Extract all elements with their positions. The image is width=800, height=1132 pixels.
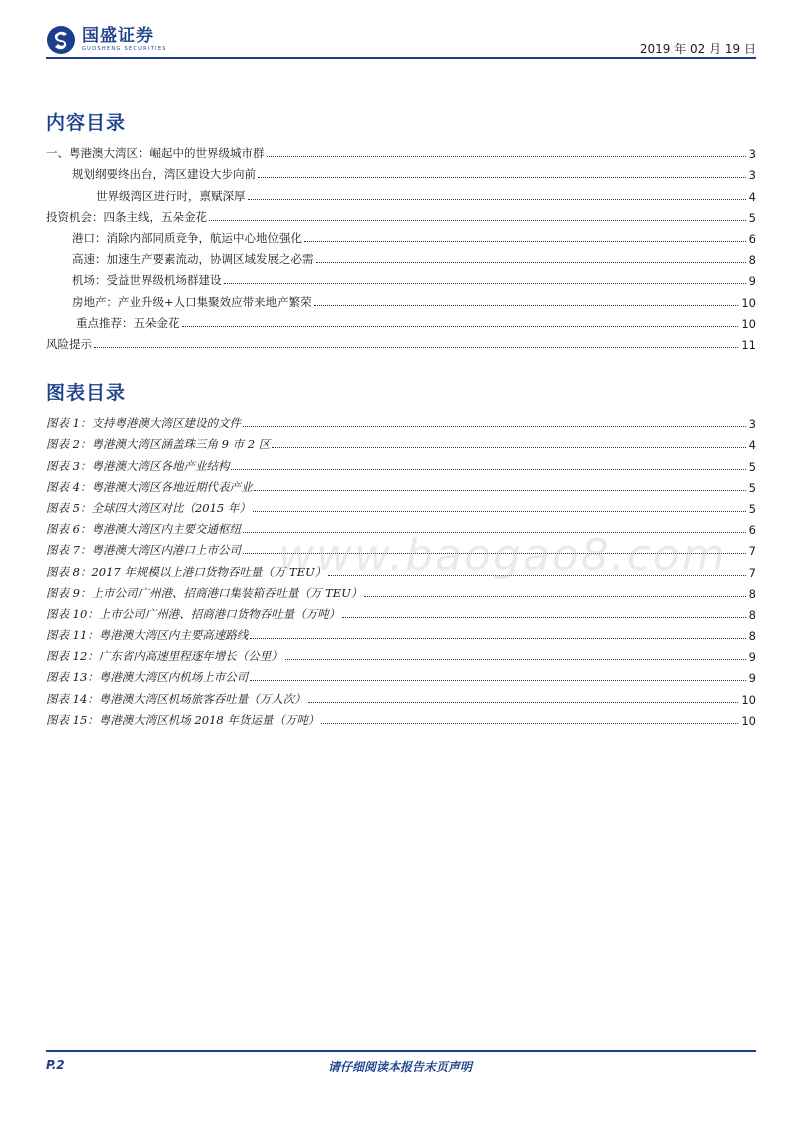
figure-entry[interactable] (46, 410, 756, 431)
figure-entry-page: 9 (748, 650, 756, 665)
toc-entry-page: 9 (748, 274, 756, 289)
figure-entry-page: 10 (741, 692, 756, 707)
contents-title: 内容目录 (46, 112, 127, 134)
toc-entry-text: 高速：加速生产要素流动，协调区域发展之必需 (72, 252, 314, 267)
figure-entry[interactable] (46, 622, 756, 643)
toc-leader (304, 240, 746, 242)
figure-entry[interactable] (46, 580, 756, 601)
figure-entry-text: 图表 11：粤港澳大湾区内主要高速路线 (46, 628, 249, 643)
toc-entry-page: 11 (741, 337, 756, 352)
figure-entry-text: 图表 15：粤港澳大湾区机场 2018 年货运量（万吨） (46, 712, 320, 727)
figure-entry-text: 图表 6：粤港澳大湾区内主要交通枢纽 (46, 522, 241, 537)
figure-entry-page: 6 (748, 523, 756, 538)
company-logo (46, 24, 167, 56)
footer-disclaimer: 请仔细阅读本报告末页声明 (327, 1060, 472, 1074)
figure-entry-page: 8 (748, 586, 756, 601)
figure-entry-text: 图表 7：粤港澳大湾区内港口上市公司 (46, 543, 241, 558)
figure-entry[interactable] (46, 474, 756, 495)
toc-entry-page: 3 (748, 168, 756, 183)
page-header (46, 24, 756, 60)
logo-mark-icon (46, 25, 76, 55)
figure-entry-page: 8 (748, 629, 756, 644)
figures-title: 图表目录 (46, 382, 127, 404)
figure-entry-text: 图表 10：上市公司广州港、招商港口货物吞吐量（万吨） (46, 606, 341, 621)
toc-entry[interactable] (46, 140, 756, 161)
figure-entry[interactable] (46, 601, 756, 622)
toc-leader (250, 679, 745, 681)
toc-leader (224, 282, 746, 284)
figure-entry[interactable] (46, 495, 756, 516)
toc-entry[interactable] (46, 182, 756, 203)
figure-entry-text: 图表 8：2017 年规模以上港口货物吞吐量（万 TEU） (46, 564, 327, 579)
figure-entry-page: 7 (748, 544, 756, 559)
toc-leader (308, 701, 739, 703)
figure-entry-text: 图表 3：粤港澳大湾区各地产业结构 (46, 458, 230, 473)
header-divider (46, 57, 756, 59)
toc-entry-page: 3 (748, 147, 756, 162)
footer-divider (46, 1050, 756, 1052)
toc-entry-page: 8 (748, 253, 756, 268)
toc-entry-page: 6 (748, 231, 756, 246)
figure-entry-page: 4 (748, 438, 756, 453)
toc-leader (209, 219, 746, 221)
toc-leader (182, 325, 739, 327)
figure-entry-page: 9 (748, 671, 756, 686)
toc-entry-text: 机场：受益世界级机场群建设 (72, 273, 222, 288)
figure-entry[interactable] (46, 664, 756, 685)
toc-leader (94, 346, 738, 348)
figure-entry[interactable] (46, 431, 756, 452)
toc-entry-page: 10 (741, 316, 756, 331)
toc-leader (253, 510, 746, 512)
toc-entry-text: 世界级湾区进行时，禀赋深厚 (96, 188, 246, 203)
report-date: 2019 年 02 月 19 日 (639, 42, 756, 56)
toc-entry[interactable] (46, 246, 756, 267)
figure-entry-text: 图表 9：上市公司广州港、招商港口集装箱吞吐量（万 TEU） (46, 585, 363, 600)
toc-leader (342, 616, 745, 618)
figure-entry-text: 图表 14：粤港澳大湾区机场旅客吞吐量（万人次） (46, 691, 306, 706)
toc-entry[interactable] (46, 161, 756, 182)
toc-entry-page: 5 (748, 210, 756, 225)
toc-leader (316, 261, 746, 263)
toc-entry-page: 4 (748, 189, 756, 204)
figure-entry-text: 图表 13：粤港澳大湾区内机场上市公司 (46, 670, 249, 685)
toc-leader (285, 658, 746, 660)
logo-cn-text: 国盛证券 (82, 26, 154, 46)
figure-entry-text: 图表 12：广东省内高速里程逐年增长（公里） (46, 649, 283, 664)
toc-entry[interactable] (46, 331, 756, 352)
toc-entry-text: 风险提示 (46, 336, 92, 351)
figure-entry-page: 5 (748, 501, 756, 516)
toc-entry[interactable] (46, 225, 756, 246)
toc-entry-text: 规划纲要终出台，湾区建设大步向前 (72, 167, 256, 182)
watermark: www.baogao8.com (278, 530, 727, 581)
toc-leader (314, 304, 739, 306)
toc-entry-text: 一、粤港澳大湾区：崛起中的世界级城市群 (46, 146, 265, 161)
toc-leader (272, 446, 745, 448)
toc-entry-text: 房地产：产业升级+人口集聚效应带来地产繁荣 (72, 294, 312, 309)
figure-entry[interactable] (46, 707, 756, 728)
figure-entry[interactable] (46, 643, 756, 664)
page-number: P.2 (46, 1058, 65, 1072)
toc-entry-text: 投资机会：四条主线，五朵金花 (46, 209, 207, 224)
figure-entry-text: 图表 5：全球四大湾区对比（2015 年） (46, 500, 251, 515)
toc-entry[interactable] (46, 288, 756, 309)
figure-entry-text: 图表 1：支持粤港澳大湾区建设的文件 (46, 416, 241, 431)
figure-entry-text: 图表 2：粤港澳大湾区涵盖珠三角 9 市 2 区 (46, 437, 271, 452)
figure-entry-page: 10 (741, 713, 756, 728)
toc-leader (231, 468, 745, 470)
figure-entry-page: 5 (748, 480, 756, 495)
toc-leader (250, 637, 745, 639)
logo-en-text: GUOSHENG SECURITIES (82, 46, 167, 52)
figure-entry[interactable] (46, 685, 756, 706)
figure-entry-page: 3 (748, 417, 756, 432)
figure-entry[interactable] (46, 452, 756, 473)
toc-entry[interactable] (46, 267, 756, 288)
toc-leader (364, 595, 745, 597)
toc-entry-text: 港口：消除内部同质竞争，航运中心地位强化 (72, 230, 302, 245)
figure-entry-page: 8 (748, 607, 756, 622)
toc-entry[interactable] (46, 310, 756, 331)
figure-entry-text: 图表 4：粤港澳大湾区各地近期代表产业 (46, 479, 253, 494)
toc-leader (258, 176, 746, 178)
figure-entry-page: 7 (748, 565, 756, 580)
contents-list (46, 140, 756, 352)
toc-leader (267, 155, 746, 157)
toc-entry[interactable] (46, 204, 756, 225)
toc-leader (321, 722, 738, 724)
toc-leader (254, 489, 745, 491)
toc-leader (248, 198, 746, 200)
toc-entry-text: 重点推荐：五朵金花 (76, 315, 180, 330)
toc-leader (243, 425, 746, 427)
figure-entry-page: 5 (748, 459, 756, 474)
toc-entry-page: 10 (741, 295, 756, 310)
